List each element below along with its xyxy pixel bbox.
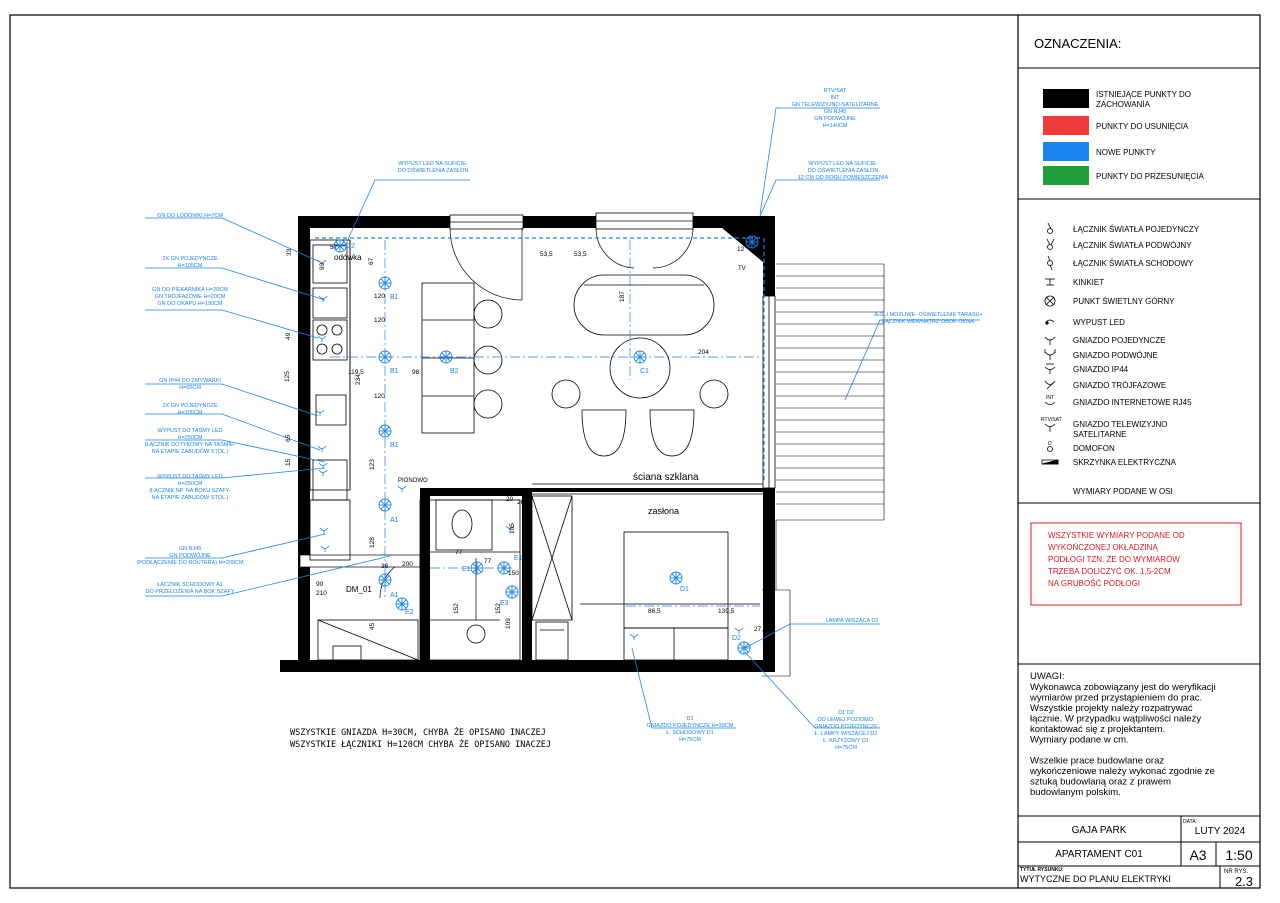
callout-left: GN RJ45	[178, 546, 202, 552]
switch-staircase-icon	[1048, 256, 1053, 270]
dimension-label: 105	[509, 523, 516, 534]
legend-color-swatch	[1043, 166, 1089, 185]
legend-color-label: ISTNIEJĄCE PUNKTY DO	[1096, 90, 1191, 99]
dimension-label: 234	[355, 374, 362, 385]
dimension-label: 120	[374, 393, 385, 400]
dimension-label: 128	[369, 537, 376, 548]
fixture-tag: A1	[390, 517, 399, 524]
intercom-icon	[1048, 441, 1053, 452]
callout-left: GN PODWÓJNE	[169, 553, 211, 559]
dimension-label: 15	[285, 458, 292, 466]
dimension-label: 26	[517, 499, 525, 506]
wall-lamp-icon	[1045, 279, 1055, 285]
callout-left: DO PRZEŁOŻENIA NA BOK SZAFY	[145, 589, 235, 595]
notes-line: budowlanym polskim.	[1030, 787, 1121, 798]
date-label: DATA:	[1183, 819, 1197, 825]
dimension-label: 120	[374, 317, 385, 324]
notes-title: UWAGI:	[1030, 671, 1065, 682]
sockets-note: WSZYSTKIE GNIAZDA H=30CM, CHYBA ŻE OPISANO INACZEJ	[290, 728, 546, 738]
socket-single-icon	[630, 634, 638, 640]
fixture-tag: B1	[390, 294, 399, 301]
vertical-label: PIONOWO	[398, 478, 428, 484]
callout-left: ŁĄCZNIK SCHODOWY A1	[157, 582, 223, 588]
project-name: GAJA PARK	[1071, 825, 1127, 836]
legend-symbol-label: ŁĄCZNIK ŚWIATŁA SCHODOWY	[1073, 259, 1194, 268]
notes-line: Wszelkie prace budowlane oraz	[1030, 755, 1165, 767]
legend-color-label: PUNKTY DO PRZESUNIĘCIA	[1096, 172, 1204, 181]
callout-left: (ŁĄCZNIK NP. NA BOKU SZAFY-	[149, 488, 231, 494]
legend-symbol-label: ŁĄCZNIK ŚWIATŁA POJEDYNCZY	[1073, 225, 1200, 234]
callout-top: RTV/SAT	[823, 88, 847, 94]
callout-left: NA ETAPIE ZABUDÓW STOL.)	[151, 449, 229, 455]
fixture-tag: E1	[514, 555, 523, 562]
dimension-label: 45	[369, 622, 376, 630]
notes-line: wymiarów przed przystąpieniem do prac.	[1030, 692, 1203, 704]
dimension-label: 65	[285, 434, 292, 442]
callout-top: 12 CM OD ROGU POMIESZCZENIA	[797, 175, 889, 181]
legend-symbol-label: SKRZYNKA ELEKTRYCZNA	[1073, 458, 1176, 467]
ceiling-light-icon	[379, 351, 391, 363]
legend-panel	[1018, 15, 1260, 889]
callout-top: INT	[830, 95, 840, 101]
socket-three-phase-icon	[1045, 381, 1055, 389]
hood-label: odówka	[334, 253, 362, 262]
color-legend	[1043, 89, 1205, 185]
notes-line: kontaktować się z projektantem.	[1030, 724, 1166, 735]
callout-left: WYPUST DO TAŚMY LED	[157, 428, 223, 434]
switch-single-icon	[1048, 223, 1053, 234]
fixture-tag: E2	[405, 609, 414, 616]
callout-bottom: GNIAZDO POJEDYNCZE H=30CM	[646, 723, 734, 729]
callout-bottom: GNIAZDO POJEDYNCZE	[814, 724, 878, 730]
callout-right: ŁĄCZNIK WEWNĄTRZ OBOK OKNA	[882, 319, 974, 325]
dimension-label: 77	[484, 558, 492, 565]
notes-line: łącznie. W przypadku wątpliwości należy	[1030, 713, 1202, 725]
drawing-title-label: TYTUŁ RYSUNKU:	[1020, 867, 1064, 873]
ceiling-light-icon	[1045, 296, 1055, 306]
legend-title: OZNACZENIA:	[1034, 36, 1122, 51]
dimension-label: 67	[368, 257, 375, 265]
led-outlet-icon	[1046, 320, 1054, 324]
ceiling-light-icon	[670, 572, 682, 584]
electrical-box-icon	[1042, 460, 1058, 464]
legend-symbol-label: SATELITARNE	[1073, 430, 1127, 439]
socket-single-icon	[316, 410, 324, 416]
dimension-label: 77	[455, 549, 463, 556]
callout-left: H=250CM	[177, 435, 203, 441]
legend-color-swatch	[1043, 89, 1089, 108]
sheet-format: A3	[1189, 847, 1207, 863]
callout-left: H=250CM	[177, 481, 203, 487]
dimension-label: 200	[402, 561, 413, 568]
callout-left: H=105CM	[177, 263, 203, 269]
dimension-label: 210	[316, 590, 327, 597]
date-value: LUTY 2024	[1194, 826, 1246, 837]
warning-line: WSZYSTKIE WYMIARY PODANE OD	[1048, 531, 1185, 540]
door-tag: DM_01	[346, 585, 372, 594]
ceiling-light-icon	[471, 562, 483, 574]
warning-line: NA GRUBOŚĆ PODŁOGI	[1048, 579, 1141, 588]
sheet-number-label: NR RYS.	[1224, 869, 1249, 875]
callout-left: GN DO LODÓWKI H=7CM	[157, 213, 223, 219]
socket-single-icon	[1045, 337, 1055, 345]
callout-left: GN TRÓJFAZOWE H=20CM	[154, 294, 226, 300]
dimension-label: 27,5	[754, 626, 767, 633]
tv-label: TV	[738, 266, 746, 272]
legend-symbol-label: ŁĄCZNIK ŚWIATŁA PODWÓJNY	[1073, 241, 1192, 250]
dimension-label: 204	[698, 349, 709, 356]
ceiling-light-icon	[634, 351, 646, 363]
dimension-label: 12	[737, 246, 745, 253]
doors	[300, 228, 693, 620]
title-block	[1018, 816, 1260, 889]
dimension-label: 90	[316, 581, 324, 588]
legend-symbol-label: WYMIARY PODANE W OSI	[1073, 487, 1173, 496]
socket-double-icon	[1045, 349, 1055, 360]
socket-single-icon	[320, 528, 328, 534]
terrace-decking	[762, 264, 884, 676]
dimension-label: 119,5	[348, 369, 364, 376]
ceiling-light-icon	[506, 586, 518, 598]
dimension-label: 152	[495, 603, 502, 614]
notes-line: Wymiary podane w cm.	[1030, 734, 1129, 746]
ceiling-light-icon	[738, 642, 750, 654]
sheet-number: 2.3	[1234, 874, 1254, 889]
callout-left: H=105CM	[177, 410, 203, 416]
callout-bottom: Ł. SCHODOWY D1	[666, 730, 714, 736]
callout-top: DO OŚWIETLENIA ZASŁON	[397, 168, 469, 174]
callout-bottom: D1	[686, 716, 694, 722]
dimension-label: 53,5	[540, 251, 553, 258]
callout-left: (PODŁĄCZENIE DO ROUTERA) H=200CM	[136, 560, 244, 566]
ceiling-light-icon	[379, 574, 391, 586]
socket-single-icon	[735, 628, 743, 634]
dimension-label: 36	[381, 563, 389, 570]
fixture-tag: E1	[462, 566, 471, 573]
callout-left: H=65CM	[179, 385, 201, 391]
interior-lines	[420, 484, 763, 660]
warning-line: WYKOŃCZONEJ OKŁADZINĄ	[1048, 543, 1158, 552]
fixture-tag: C1	[640, 368, 649, 375]
fixture-tag: A1	[390, 592, 399, 599]
callout-top: DO OŚWIETLENIA ZASŁON	[807, 168, 879, 174]
dimension-label: 123	[369, 459, 376, 470]
svg-text:INT: INT	[1046, 395, 1055, 401]
dimension-label: 49	[285, 332, 292, 340]
kitchen-cabinets	[310, 240, 418, 660]
callout-bottom: Ł. KRZYŻOWY D1	[823, 738, 869, 744]
ceiling-light-icon	[379, 499, 391, 511]
drawing-scale: 1:50	[1225, 847, 1253, 863]
svg-text:RTV/SAT: RTV/SAT	[1041, 417, 1062, 423]
callouts	[136, 88, 982, 751]
dimension-label: 93	[319, 262, 326, 270]
dimension-label: 57	[330, 244, 338, 251]
symbol-legend	[1041, 223, 1200, 496]
legend-symbol-label: GNIAZDO INTERNETOWE RJ45	[1073, 398, 1192, 407]
callout-left: 2X GN POJEDYNCZE	[162, 256, 218, 262]
fixture-tag: B1	[390, 442, 399, 449]
legend-symbol-label: GNIAZDO IP44	[1073, 365, 1129, 374]
callout-left: GN DO OKAPU H=190CM	[157, 301, 223, 307]
fixture-tag: D2	[732, 635, 741, 642]
callout-left: WYPUST DO TAŚMY LED	[157, 474, 223, 480]
drawing-title: WYTYCZNE DO PLANU ELEKTRYKI	[1020, 874, 1171, 884]
legend-color-label: ZACHOWANIA	[1096, 100, 1150, 109]
legend-symbol-label: PUNKT ŚWIETLNY GÓRNY	[1073, 297, 1175, 306]
warning-text	[1048, 531, 1185, 588]
leader-lines	[145, 108, 983, 728]
floor-plan	[136, 88, 982, 751]
legend-symbol-label: KINKIET	[1073, 278, 1105, 287]
notes-text	[1029, 671, 1216, 798]
callout-left: GN DO PIEKARNIKA H=20CM	[152, 287, 228, 293]
socket-single-icon	[319, 470, 327, 476]
legend-symbol-label: DOMOFON	[1073, 444, 1115, 453]
legend-symbol-label: GNIAZDO POJEDYNCZE	[1073, 336, 1166, 345]
dimension-label: 139,5	[718, 608, 735, 615]
curtain-label: zasłona	[648, 506, 680, 516]
ceiling-light-icon	[379, 425, 391, 437]
notes-line: Wykonawca zobowiązany jest do weryfikacji	[1030, 682, 1216, 693]
dimension-label: 120	[374, 293, 385, 300]
fixture-tag: B2	[450, 368, 459, 375]
callout-bottom: OD LEWEJ POZIOMO:	[817, 717, 875, 723]
dimension-label: 109	[505, 618, 512, 629]
socket-single-icon	[321, 546, 329, 552]
callout-bottom: D1 D2	[838, 710, 854, 716]
notes-line: sztuką budowlaną oraz z prawem	[1030, 776, 1171, 788]
warning-line: PODŁOGI TZN. ŻE DO WYMIARÓW	[1048, 555, 1180, 564]
callout-top: H=140CM	[822, 123, 848, 129]
legend-symbol-label: WYPUST LED	[1073, 318, 1125, 327]
warning-line: TRZEBA DOLICZYĆ OK. 1,5-2CM	[1048, 567, 1171, 576]
notes-line: Wszystkie projekty należy rozpatrywać	[1030, 703, 1193, 714]
dimension-label: 53,5	[574, 251, 587, 258]
socket-single-icon	[318, 336, 326, 342]
ceiling-light-icon	[379, 277, 391, 289]
fixture-tag: D1	[680, 586, 689, 593]
callout-top: WYPUST LED NA SUFICIE-	[398, 161, 468, 167]
callout-top: GN PODWÓJNE	[814, 116, 856, 122]
socket-tv-sat-icon	[1041, 417, 1062, 432]
dimension-label: 125	[284, 371, 291, 382]
callout-bottom: H=75CM	[835, 745, 857, 751]
socket-ip44-icon	[1045, 364, 1055, 374]
callout-right: LAMPA WISZĄCA D2	[825, 618, 879, 624]
callout-left: GN IP44 DO ZMYWARKI	[159, 378, 221, 384]
callout-left: NA ETAPIE ZABUDÓW STOL.)	[151, 495, 229, 501]
socket-single-icon	[398, 486, 406, 492]
fixture-tag: C2	[346, 243, 355, 250]
socket-single-icon	[318, 446, 326, 452]
ceiling-light-icon	[746, 236, 758, 248]
legend-color-swatch	[1043, 142, 1089, 161]
dimension-label: 98	[412, 369, 420, 376]
switch-double-icon	[1047, 239, 1054, 250]
dimension-label: 33	[286, 248, 293, 256]
living-furniture	[552, 275, 728, 456]
apartment-name: APARTAMENT C01	[1055, 849, 1143, 860]
dimension-label: 150	[508, 570, 519, 577]
fixture-tag: B1	[390, 368, 399, 375]
callout-bottom: Ł. LAMPY WISZĄCEJ D2	[814, 731, 878, 737]
legend-color-swatch	[1043, 116, 1089, 135]
dimension-label: 152	[453, 603, 460, 614]
callout-top: WYPUST LED NA SUFICIE-	[808, 161, 878, 167]
dimension-label: 86,5	[648, 608, 661, 615]
legend-symbol-label: GNIAZDO TELEWIZYJNO	[1073, 420, 1168, 429]
callout-left: 2X GN POJEDYNCZE	[162, 403, 218, 409]
dimension-label: 187	[619, 291, 626, 302]
dimension-label: 20	[506, 496, 514, 503]
callout-top: GN TELEWIZYJNO-SATELITARNE	[791, 102, 879, 108]
legend-symbol-label: GNIAZDO TRÓJFAZOWE	[1073, 381, 1167, 390]
island	[422, 283, 502, 433]
legend-color-label: PUNKTY DO USUNIĘCIA	[1096, 122, 1189, 131]
fixture-tag: E3	[500, 600, 509, 607]
legend-symbol-label: GNIAZDO PODWÓJNE	[1073, 351, 1158, 360]
svg-text:D: D	[1048, 441, 1052, 447]
callout-right: JEŚLI MOŻLIWE- OŚWIETLENIE TARASU+	[873, 312, 983, 318]
ceiling-light-icon	[440, 351, 452, 363]
notes-line: wykończeniowe należy wykonać zgodnie ze	[1030, 766, 1215, 777]
switches-note: WSZYSTKIE ŁĄCZNIKI H=120CM CHYBA ŻE OPISANO INACZEJ	[290, 740, 551, 750]
callout-bottom: H=75CM	[679, 737, 701, 743]
socket-rj45-icon	[1045, 395, 1055, 405]
glass-wall-label: ściana szklana	[633, 472, 699, 483]
legend-color-label: NOWE PUNKTY	[1096, 148, 1156, 157]
callout-left: (ŁĄCZNIK DOTYKOWY NA TAŚMIE-	[144, 442, 236, 448]
callout-top: GN RJ45	[823, 109, 847, 115]
